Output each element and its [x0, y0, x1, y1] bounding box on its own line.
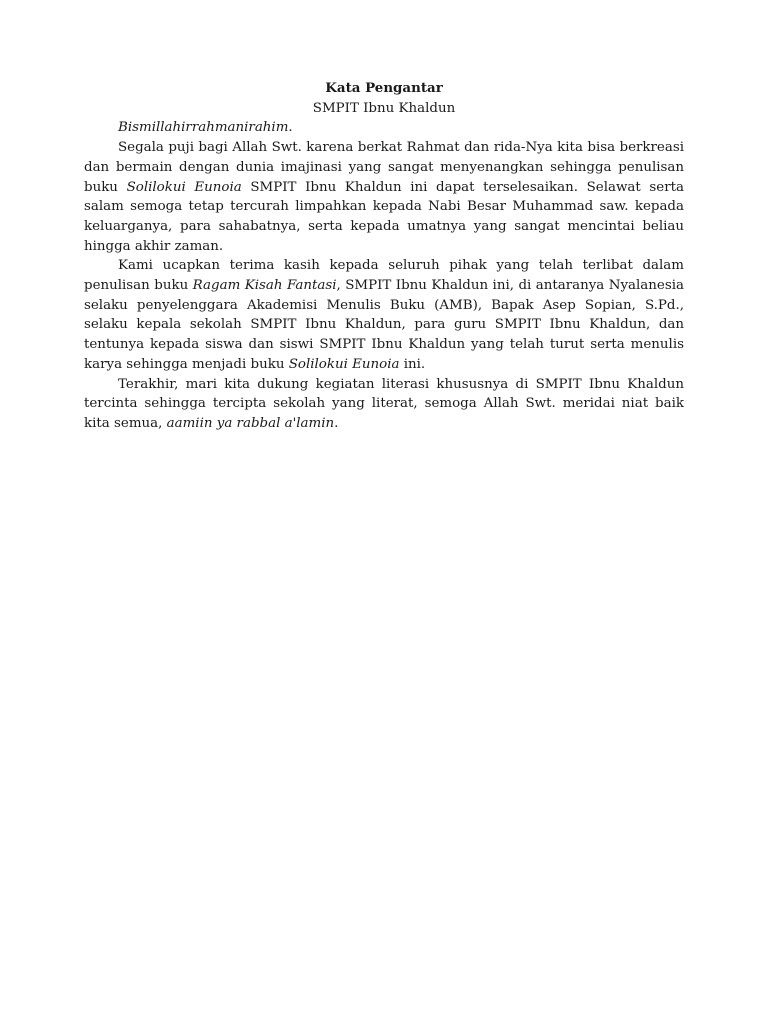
title-block	[84, 79, 684, 118]
paragraph-2-book-title-a: Ragam Kisah Fantasi	[192, 278, 337, 294]
opening-line	[84, 118, 684, 138]
opening-basmala: Bismillahirrahmanirahim	[118, 120, 289, 136]
paragraph-3-text-b: .	[334, 415, 339, 431]
paragraph-2-text-c: ini.	[399, 356, 426, 372]
paragraph-3	[84, 375, 684, 434]
paragraph-3-closing-prayer: aamiin ya rabbal a'lamin	[166, 415, 335, 431]
paragraph-2-text-a: Kami ucapkan terima kasih kepada seluruh pihak yang telah terlibat dalam penulisan buku	[84, 258, 684, 294]
paragraph-1-book-title: Solilokui Eunoia	[126, 179, 242, 195]
paragraph-2-book-title-b: Solilokui Eunoia	[288, 356, 400, 372]
paragraph-2	[84, 256, 684, 374]
document-title: Kata Pengantar	[325, 80, 443, 96]
paragraph-1-text-b: SMPIT Ibnu Khaldun ini dapat terselesaikan. Selawat serta salam semoga tetap tercurah limpahkan kepada Nabi Besar Muhammad saw. kepada keluarganya, para sahabatnya, serta kepada umatnya yang sangat mencintai beliau hingga akhir zaman.	[84, 179, 684, 254]
document-subtitle: SMPIT Ibnu Khaldun	[312, 100, 456, 116]
paragraph-1-text-a: Segala puji bagi Allah Swt. karena berkat Rahmat dan rida-Nya kita bisa berkreasi dan bermain dengan dunia imajinasi yang sangat menyenangkan sehingga penulisan buku	[84, 140, 684, 195]
document-page	[84, 79, 684, 434]
paragraph-2-text-b: , SMPIT Ibnu Khaldun ini, di antaranya Nyalanesia selaku penyelenggara Akademisi Menulis Buku (AMB), Bapak Asep Sopian, S.Pd., selaku kepala sekolah SMPIT Ibnu Khaldun, para guru SMPIT Ibnu Khaldun, dan tentunya kepada siswa dan siswi SMPIT Ibnu Khaldun yang telah turut serta menulis karya sehingga menjadi buku	[84, 278, 684, 372]
paragraph-3-text-a: Terakhir, mari kita dukung kegiatan literasi khususnya di SMPIT Ibnu Khaldun tercinta sehingga tercipta sekolah yang literat, semoga Allah Swt. meridai niat baik kita semua,	[84, 376, 684, 431]
paragraph-1	[84, 138, 684, 256]
opening-punct: .	[288, 120, 293, 136]
